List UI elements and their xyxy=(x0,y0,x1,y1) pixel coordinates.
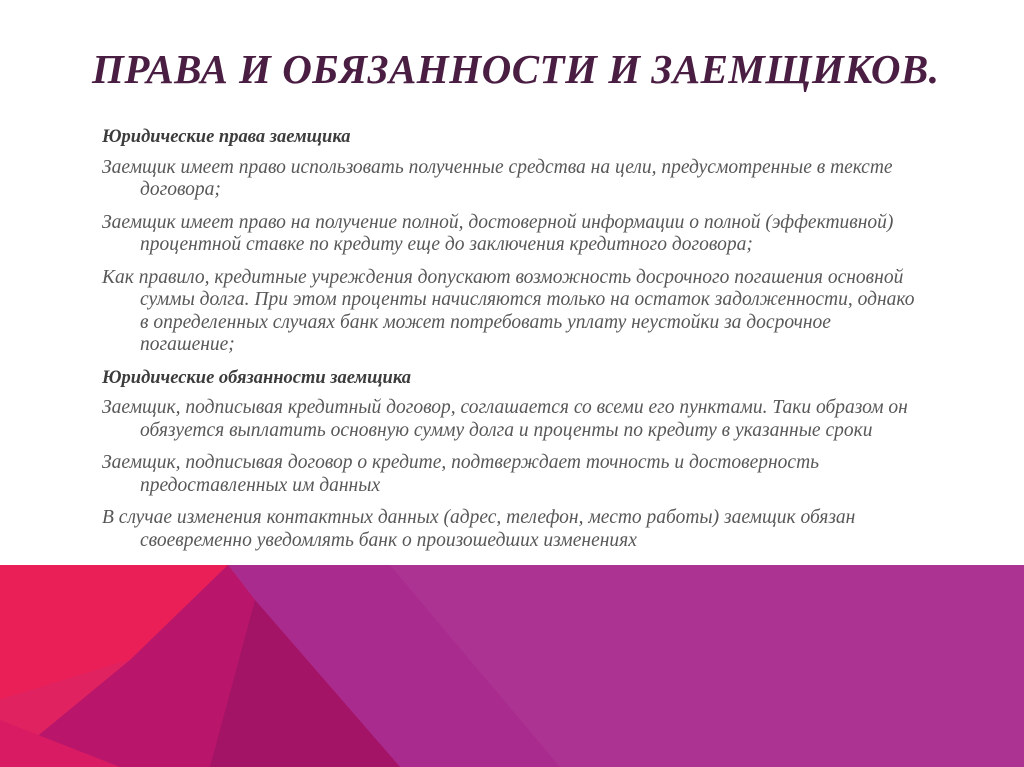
rights-item: Заемщик имеет право на получение полной, достоверной информации о полной (эффективной) процентной ставке по кредиту еще до заключения кредитного договора; xyxy=(102,211,894,255)
duties-heading: Юридические обязанности заемщика xyxy=(102,367,412,388)
slide-title: ПРАВА И ОБЯЗАННОСТИ И ЗАЕМЩИКОВ. xyxy=(92,46,940,92)
slide-body xyxy=(102,126,922,552)
rights-item: Как правило, кредитные учреждения допускают возможность досрочного погашения основной суммы долга. При этом проценты начисляются только на остаток задолженности, однако в определенных случаях банк может потребовать уплату неустойки за досрочное погашение; xyxy=(102,266,915,355)
duties-item: Заемщик, подписывая кредитный договор, соглашается со всеми его пунктами. Таки образом он обязуется выплатить основную сумму долга и проценты по кредиту в указанные сроки xyxy=(102,397,908,441)
duties-item: Заемщик, подписывая договор о кредите, подтверждает точность и достоверность предоставленных им данных xyxy=(102,452,820,496)
duties-item: В случае изменения контактных данных (адрес, телефон, место работы) заемщик обязан своевременно уведомлять банк о произошедших изменениях xyxy=(102,507,856,551)
rights-item: Заемщик имеет право использовать полученные средства на цели, предусмотренные в тексте договора; xyxy=(102,156,893,200)
rights-heading: Юридические права заемщика xyxy=(102,127,351,147)
